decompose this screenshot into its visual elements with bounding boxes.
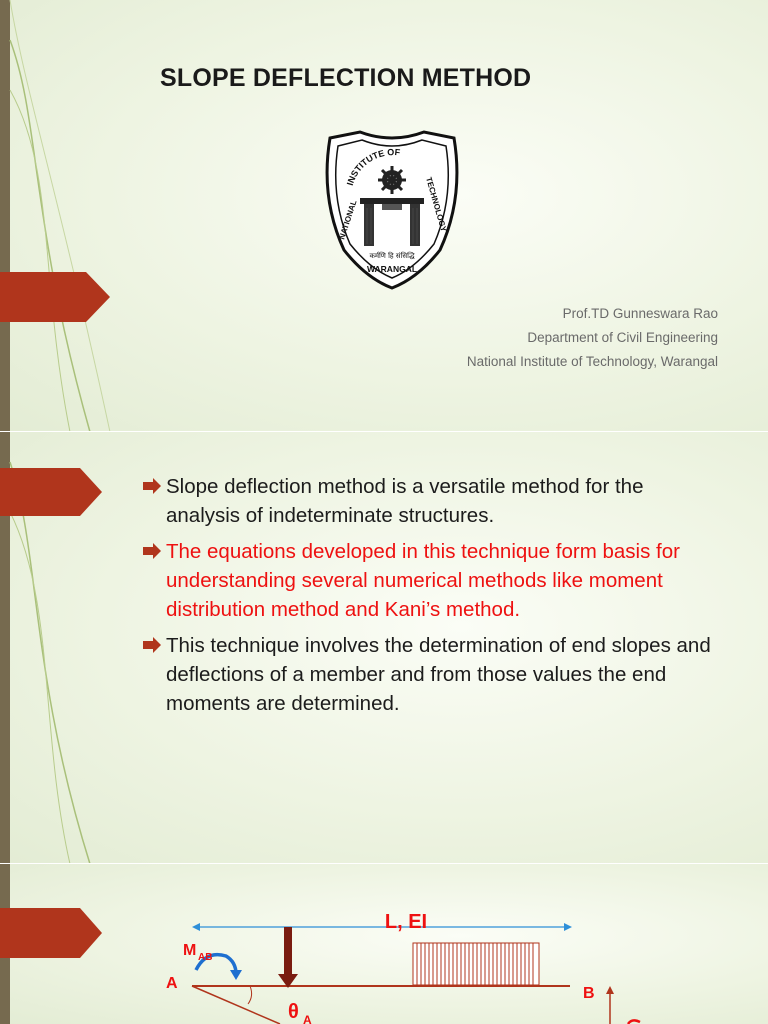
deflection-arrow-icon xyxy=(606,986,614,994)
author-credits xyxy=(467,302,718,374)
slide-introduction xyxy=(0,432,768,864)
arrow-bullet-icon xyxy=(142,637,162,653)
bullet-item xyxy=(142,631,722,718)
bullet-text: This technique involves the determination of end slopes and deflections of a member and from those values the end moments are determined. xyxy=(166,634,711,715)
bullet-item xyxy=(142,537,722,624)
bullet-list xyxy=(142,472,722,725)
node-a-label: A xyxy=(166,975,178,992)
moment-subscript: AB xyxy=(198,952,213,963)
author-name: Prof.TD Gunneswara Rao xyxy=(562,306,718,321)
moment-arrow-icon xyxy=(230,970,242,980)
slide-title-text: SLOPE DEFLECTION METHOD xyxy=(160,64,532,92)
slide-beam-diagram xyxy=(0,864,768,1024)
logo-text-right: TECHNOLOGY xyxy=(424,176,449,233)
beam-diagram xyxy=(0,864,768,1024)
arrow-bullet-icon xyxy=(142,478,162,494)
node-b-label: B xyxy=(583,985,595,1002)
decorative-swirl xyxy=(0,0,120,432)
point-load-shaft xyxy=(284,927,292,977)
partial-arc-icon xyxy=(628,1020,640,1024)
theta-subscript: A xyxy=(303,1013,312,1024)
slide-title xyxy=(0,0,768,432)
arrow-bullet-icon xyxy=(142,543,162,559)
bullet-item xyxy=(142,472,722,530)
logo-motto: कर्मणि हि संसिद्धि xyxy=(369,252,415,260)
udl-block xyxy=(413,943,539,985)
moment-label: M xyxy=(183,942,197,959)
logo-text-left: NATIONAL xyxy=(337,199,359,241)
bullet-text: Slope deflection method is a versatile method for the analysis of indeterminate structures. xyxy=(166,475,644,527)
bullet-text: The equations developed in this technique form basis for understanding several numerical methods like moment distribution method and Kani’s method. xyxy=(166,540,680,621)
author-institute: National Institute of Technology, Warangal xyxy=(466,354,718,369)
angle-arc xyxy=(248,986,252,1004)
span-arrow-left-icon xyxy=(192,923,200,931)
span-arrow-right-icon xyxy=(564,923,572,931)
arrow-tab xyxy=(0,468,104,516)
logo-text-bottom: WARANGAL xyxy=(366,264,418,274)
institute-logo xyxy=(322,128,462,292)
author-department: Department of Civil Engineering xyxy=(527,330,718,345)
span-label: L, EI xyxy=(384,911,428,933)
logo-text-top: INSTITUTE OF xyxy=(344,146,401,187)
arrow-tab xyxy=(0,272,112,322)
deflected-tangent-line xyxy=(192,986,280,1024)
theta-label: θ xyxy=(288,1001,299,1023)
